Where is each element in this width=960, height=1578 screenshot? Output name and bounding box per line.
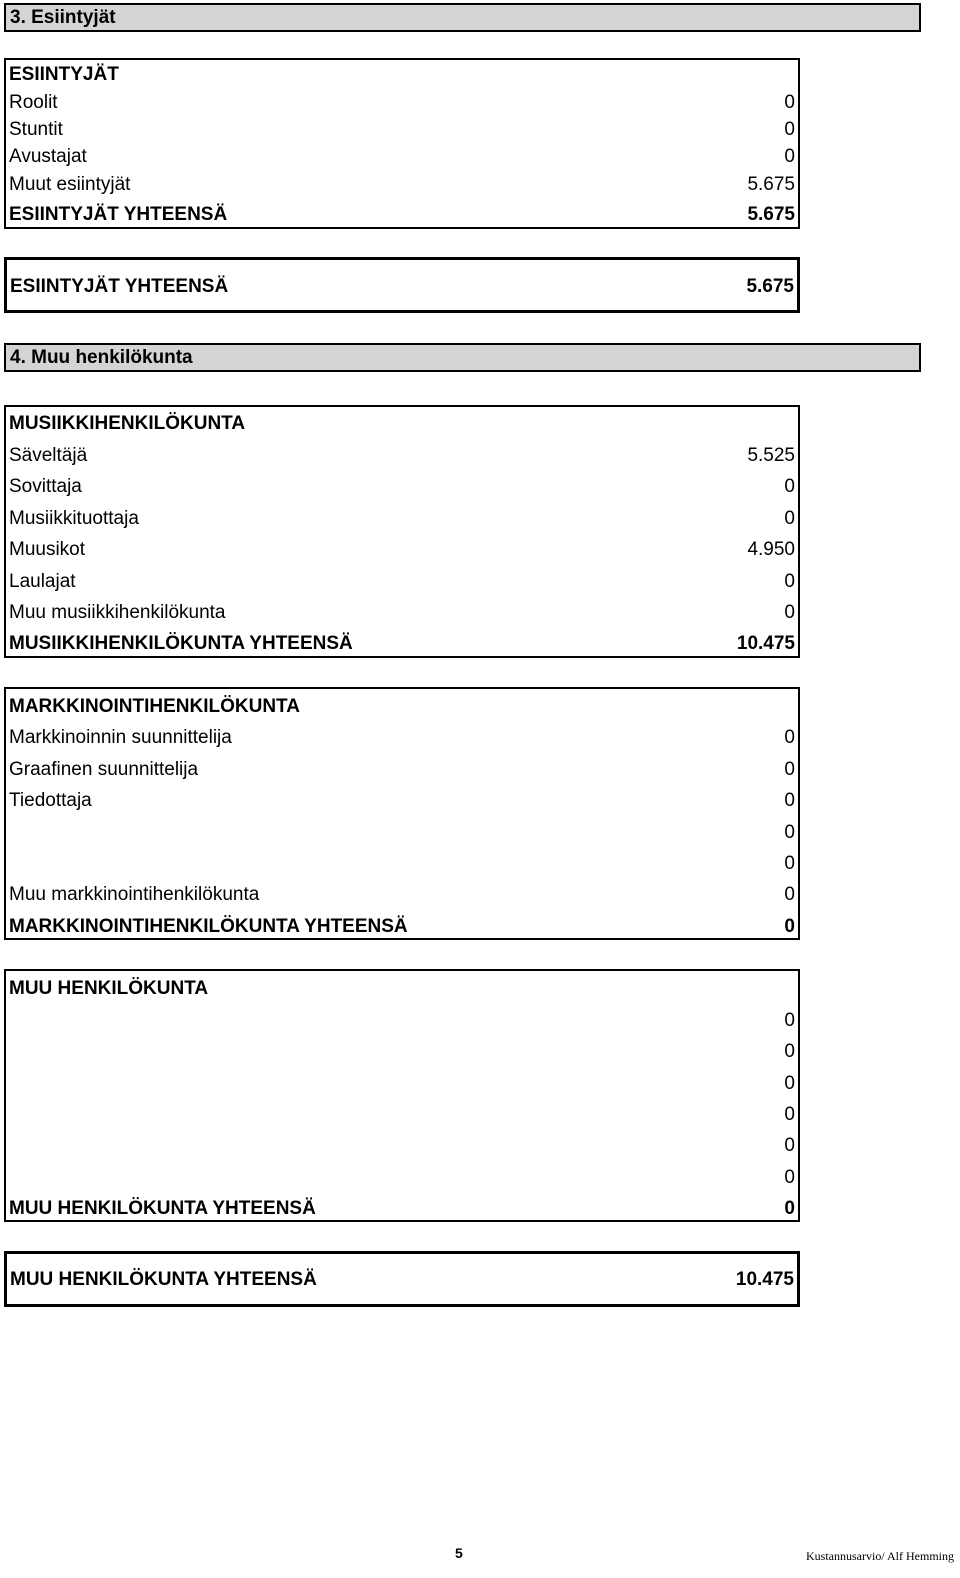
total-value: 0 bbox=[784, 916, 795, 937]
table-row bbox=[9, 171, 795, 199]
table-row bbox=[9, 1164, 795, 1192]
total-label: MARKKINOINTIHENKILÖKUNTA YHTEENSÄ bbox=[9, 916, 408, 937]
table-row bbox=[9, 787, 795, 815]
row-value: 0 bbox=[784, 571, 795, 592]
row-label: Laulajat bbox=[9, 571, 76, 592]
row-value: 0 bbox=[784, 1010, 795, 1031]
row-value: 5.525 bbox=[747, 445, 795, 466]
table-row bbox=[9, 1038, 795, 1066]
table-heading bbox=[9, 975, 795, 1003]
section-header-esiintyjat: 3. Esiintyjät bbox=[4, 3, 921, 32]
table-heading bbox=[9, 410, 795, 438]
row-label: Muu musiikkihenkilökunta bbox=[9, 602, 226, 623]
section-header-muu-henkilokunta: 4. Muu henkilökunta bbox=[4, 343, 921, 372]
row-label: Sovittaja bbox=[9, 476, 82, 497]
table-row bbox=[9, 756, 795, 784]
row-label: Muut esiintyjät bbox=[9, 174, 131, 195]
total-value: 5.675 bbox=[747, 204, 795, 225]
table-row bbox=[9, 1101, 795, 1129]
row-label: Roolit bbox=[9, 92, 58, 113]
table-heading bbox=[9, 61, 795, 89]
table-row bbox=[9, 89, 795, 117]
row-value: 0 bbox=[784, 759, 795, 780]
grand-total-value: 10.475 bbox=[735, 1269, 794, 1290]
row-value: 0 bbox=[784, 790, 795, 811]
row-label: Muu markkinointihenkilökunta bbox=[9, 884, 260, 905]
esiintyjat-table bbox=[4, 58, 800, 229]
table-row bbox=[9, 473, 795, 501]
table-heading bbox=[9, 693, 795, 721]
table-row bbox=[9, 116, 795, 144]
row-label: Säveltäjä bbox=[9, 445, 88, 466]
total-value: 0 bbox=[784, 1198, 795, 1219]
row-value: 0 bbox=[784, 727, 795, 748]
table-row bbox=[9, 143, 795, 171]
row-value: 0 bbox=[784, 1135, 795, 1156]
table-row bbox=[9, 1132, 795, 1160]
table-row bbox=[9, 1070, 795, 1098]
row-value: 5.675 bbox=[747, 174, 795, 195]
table-total-row bbox=[9, 201, 795, 229]
footer-credit: Kustannusarvio/ Alf Hemming bbox=[806, 1549, 954, 1563]
row-value: 0 bbox=[784, 822, 795, 843]
row-label: Markkinoinnin suunnittelija bbox=[9, 727, 232, 748]
heading-label: ESIINTYJÄT bbox=[9, 64, 119, 85]
row-value: 0 bbox=[784, 1073, 795, 1094]
muu-grand-total bbox=[4, 1251, 800, 1307]
table-row bbox=[9, 819, 795, 847]
grand-total-label: ESIINTYJÄT YHTEENSÄ bbox=[10, 276, 229, 297]
row-label: Tiedottaja bbox=[9, 790, 92, 811]
row-value: 0 bbox=[784, 508, 795, 529]
row-label: Stuntit bbox=[9, 119, 63, 140]
heading-label: MARKKINOINTIHENKILÖKUNTA bbox=[9, 696, 300, 717]
markkinointi-table bbox=[4, 687, 800, 940]
row-value: 0 bbox=[784, 119, 795, 140]
grand-total-label: MUU HENKILÖKUNTA YHTEENSÄ bbox=[10, 1269, 317, 1290]
row-label: Graafinen suunnittelija bbox=[9, 759, 199, 780]
row-label: Avustajat bbox=[9, 146, 87, 167]
heading-label: MUU HENKILÖKUNTA bbox=[9, 978, 209, 999]
row-value: 0 bbox=[784, 853, 795, 874]
table-row bbox=[9, 599, 795, 627]
table-total-row bbox=[9, 630, 795, 658]
musiikki-table bbox=[4, 405, 800, 658]
row-label: Musiikkituottaja bbox=[9, 508, 139, 529]
row-value: 4.950 bbox=[747, 539, 795, 560]
table-row bbox=[9, 568, 795, 596]
row-value: 0 bbox=[784, 1041, 795, 1062]
muu-table bbox=[4, 969, 800, 1222]
grand-total-row bbox=[10, 1266, 794, 1294]
total-value: 10.475 bbox=[736, 633, 795, 654]
table-row bbox=[9, 724, 795, 752]
total-label: MUU HENKILÖKUNTA YHTEENSÄ bbox=[9, 1198, 316, 1219]
table-total-row bbox=[9, 913, 795, 941]
row-value: 0 bbox=[784, 602, 795, 623]
table-row bbox=[9, 505, 795, 533]
heading-label: MUSIIKKIHENKILÖKUNTA bbox=[9, 413, 246, 434]
grand-total-value: 5.675 bbox=[746, 276, 794, 297]
table-row bbox=[9, 442, 795, 470]
total-label: ESIINTYJÄT YHTEENSÄ bbox=[9, 204, 228, 225]
row-value: 0 bbox=[784, 92, 795, 113]
table-row bbox=[9, 850, 795, 878]
page-number: 5 bbox=[455, 1545, 463, 1561]
table-row bbox=[9, 1007, 795, 1035]
row-label: Muusikot bbox=[9, 539, 86, 560]
table-row bbox=[9, 881, 795, 909]
total-label: MUSIIKKIHENKILÖKUNTA YHTEENSÄ bbox=[9, 633, 353, 654]
grand-total-row bbox=[10, 273, 794, 301]
table-row bbox=[9, 536, 795, 564]
row-value: 0 bbox=[784, 476, 795, 497]
row-value: 0 bbox=[784, 1104, 795, 1125]
row-value: 0 bbox=[784, 1167, 795, 1188]
row-value: 0 bbox=[784, 884, 795, 905]
table-total-row bbox=[9, 1195, 795, 1223]
row-value: 0 bbox=[784, 146, 795, 167]
esiintyjat-grand-total bbox=[4, 257, 800, 313]
